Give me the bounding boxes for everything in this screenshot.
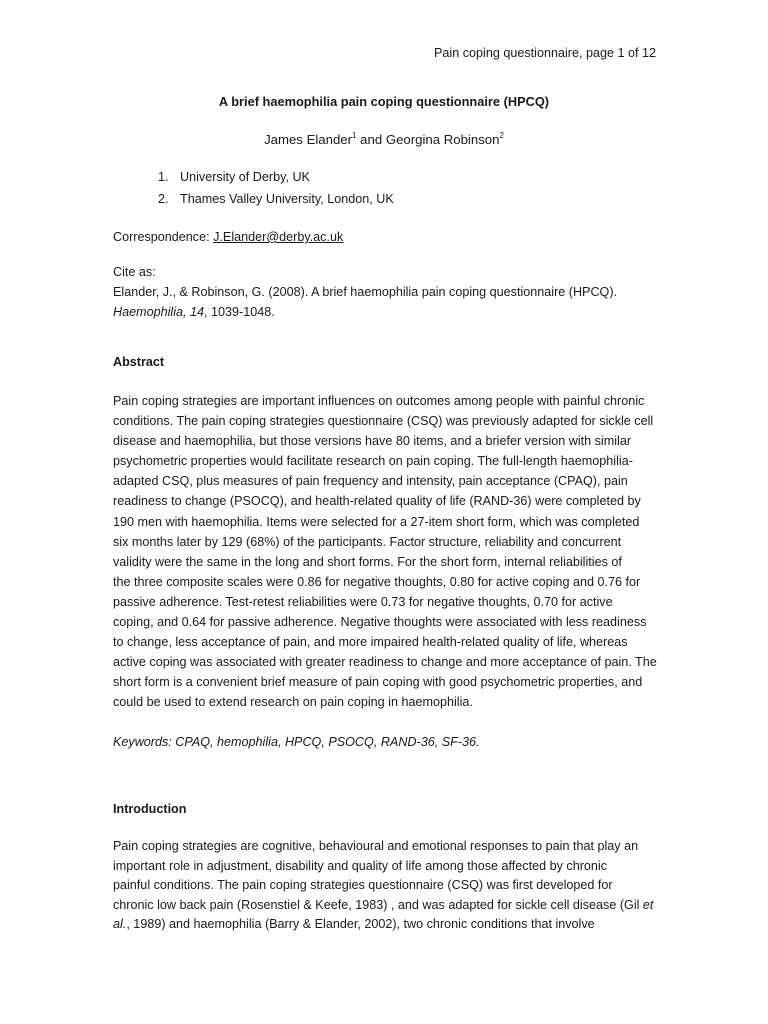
abstract-line: passive adherence. Test-retest reliabilities were 0.73 for negative thoughts, 0.70 for active <box>113 594 613 609</box>
introduction-text: , 1989) and haemophilia (Barry & Elander, 2002), two chronic conditions that involve <box>126 917 595 931</box>
abstract-line: to change, less acceptance of pain, and more impaired health-related quality of life, whereas <box>113 635 628 650</box>
affiliation-text: Thames Valley University, London, UK <box>180 192 394 206</box>
affiliation-item <box>158 166 394 188</box>
correspondence <box>113 227 658 247</box>
introduction-line: important role in adjustment, disability and quality of life among those affected by chronic <box>113 858 607 873</box>
affiliation-number: 2. <box>158 192 169 206</box>
email-link[interactable]: J.Elander@derby.ac.uk <box>213 230 344 244</box>
abstract-line: 190 men with haemophilia. Items were selected for a 27-item short form, which was completed <box>113 514 640 529</box>
keywords: Keywords: CPAQ, hemophilia, HPCQ, PSOCQ, RAND-36, SF-36. <box>113 735 480 749</box>
abstract-heading: Abstract <box>113 355 165 369</box>
introduction-italic: al. <box>113 917 127 931</box>
introduction-line: Pain coping strategies are cognitive, behavioural and emotional responses to pain that play an <box>113 839 639 853</box>
abstract-line: adapted CSQ, plus measures of pain frequency and intensity, pain acceptance (CPAQ), pain <box>113 474 628 489</box>
author-line <box>0 131 768 147</box>
affiliation-marker: 1 <box>352 131 357 140</box>
introduction-italic: et <box>642 897 654 912</box>
author-name: Georgina Robinson <box>385 132 500 147</box>
introduction-heading: Introduction <box>113 802 187 816</box>
abstract-line: the three composite scales were 0.86 for negative thoughts, 0.80 for active coping and 0.76 for <box>113 574 641 589</box>
abstract-line: active coping was associated with greater readiness to change and more acceptance of pain. The <box>113 655 657 670</box>
citation-reference: Elander, J., & Robinson, G. (2008). A brief haemophilia pain coping questionnaire (HPCQ). <box>113 285 618 299</box>
citation-label: Cite as: <box>113 265 156 279</box>
citation-pages: , 1039-1048. <box>204 305 275 319</box>
abstract-line: conditions. The pain coping strategies questionnaire (CSQ) was previously adapted for sickle cell <box>113 414 654 429</box>
paper-title: A brief haemophilia pain coping questionnaire (HPCQ) <box>218 94 550 109</box>
abstract-line: could be used to extend research on pain coping in haemophilia. <box>113 695 473 710</box>
citation-journal-line <box>113 302 658 322</box>
introduction-text: chronic low back pain (Rosenstiel & Keefe, 1983) , and was adapted for sickle cell disease (Gil <box>113 897 643 912</box>
abstract-line: psychometric properties would facilitate research on pain coping. The full-length haemophilia- <box>113 454 633 469</box>
abstract-line: validity were the same in the long and short forms. For the short form, internal reliabilities of <box>113 554 622 569</box>
introduction-line: painful conditions. The pain coping strategies questionnaire (CSQ) was first developed for <box>113 878 613 892</box>
abstract-line: short form is a convenient brief measure of pain coping with good psychometric properties, and <box>113 675 643 690</box>
author-conjunction: and <box>356 132 386 147</box>
introduction-line <box>113 896 658 916</box>
abstract-line: readiness to change (PSOCQ), and health-related quality of life (RAND-36) were completed by <box>113 494 641 509</box>
introduction-line <box>113 915 658 935</box>
author-name: James Elander <box>264 132 353 147</box>
citation-block <box>113 262 658 322</box>
correspondence-label: Correspondence: <box>113 230 214 244</box>
abstract-line: coping, and 0.64 for passive adherence. Negative thoughts were associated with less readiness <box>113 615 647 630</box>
running-header: Pain coping questionnaire, page 1 of 12 <box>434 46 656 60</box>
affiliation-list <box>158 166 394 210</box>
abstract-line: six months later by 129 (68%) of the participants. Factor structure, reliability and concurrent <box>113 534 622 549</box>
introduction-body <box>113 837 658 935</box>
affiliation-text: University of Derby, UK <box>180 170 310 184</box>
affiliation-item <box>158 188 394 210</box>
affiliation-marker: 2 <box>499 131 504 140</box>
affiliation-number: 1. <box>158 170 169 184</box>
abstract-line: disease and haemophilia, but those versions have 80 items, and a briefer version with similar <box>113 434 632 449</box>
citation-journal: Haemophilia, 14 <box>113 305 205 319</box>
abstract-body <box>113 391 658 713</box>
abstract-line: Pain coping strategies are important influences on outcomes among people with painful chronic <box>113 394 645 408</box>
